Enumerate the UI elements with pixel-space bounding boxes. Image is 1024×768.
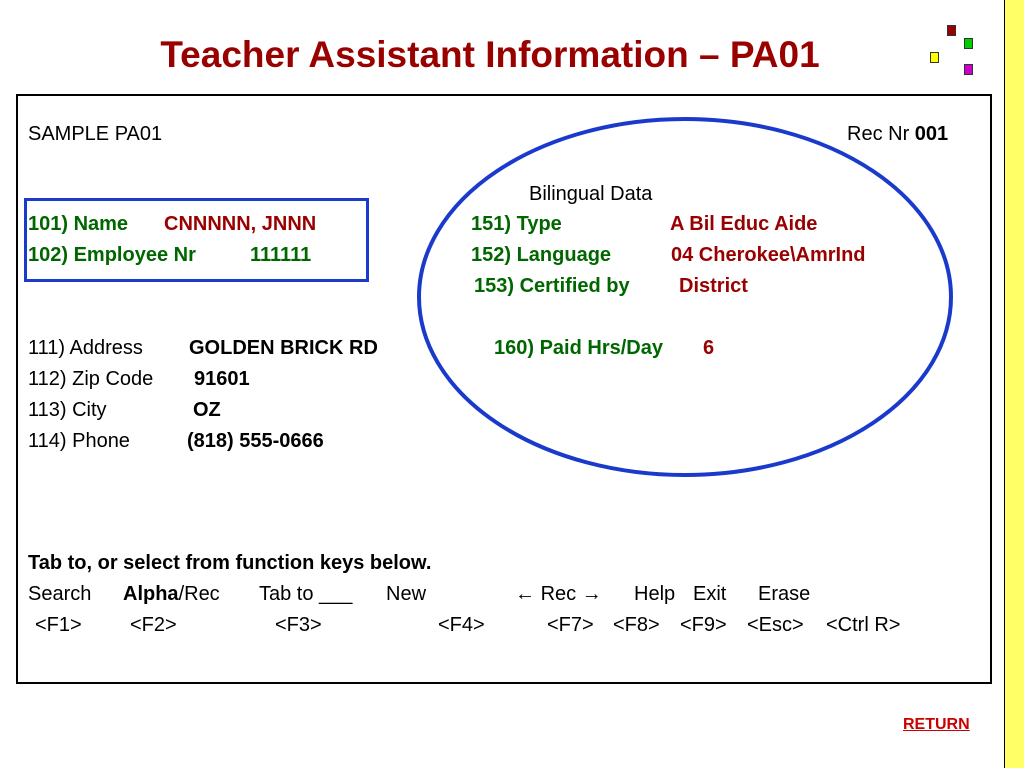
fn-erase[interactable]: Erase [758,583,811,605]
bilingual-highlight-ellipse [410,112,960,482]
city-label: 113) City [28,399,107,421]
return-link[interactable]: RETURN [903,716,970,733]
type-label: 151) Type [471,213,562,235]
certified-by-label: 153) Certified by [474,275,630,297]
fn-help[interactable]: Help [634,583,676,605]
deco-square-red [947,25,956,36]
key-esc[interactable]: <Esc> [747,614,804,636]
key-f1[interactable]: <F1> [35,614,82,636]
fn-rec-nav[interactable] [515,582,602,606]
instruction-text: Tab to, or select from function keys below. [28,552,432,574]
zip-code-label: 112) Zip Code [28,368,154,390]
key-ctrl-r[interactable]: <Ctrl R> [826,614,901,636]
fn-new[interactable]: New [386,583,427,605]
fn-alpha-rec[interactable] [123,582,220,606]
address-label: 111) Address [28,337,143,359]
language-value[interactable]: 04 Cherokee\AmrInd [671,244,866,266]
deco-square-green [964,38,973,49]
fn-rec-suffix: /Rec [178,583,220,605]
arrow-left-icon: ← [515,583,535,605]
zip-code-value[interactable]: 91601 [194,368,250,390]
certified-by-value[interactable]: District [679,275,748,297]
deco-square-magenta [964,64,973,75]
key-f2[interactable]: <F2> [130,614,177,636]
key-f9[interactable]: <F9> [680,614,727,636]
type-value[interactable]: A Bil Educ Aide [670,213,818,235]
address-value[interactable]: GOLDEN BRICK RD [189,337,378,359]
paid-hrs-value[interactable]: 6 [703,337,715,359]
key-f4[interactable]: <F4> [438,614,485,636]
fn-alpha: Alpha [123,583,179,605]
bilingual-heading: Bilingual Data [529,183,653,205]
side-bar [1004,0,1024,768]
fn-exit[interactable]: Exit [693,583,727,605]
name-highlight-box [24,198,369,282]
rec-nr-label: Rec Nr [847,123,910,145]
paid-hrs-label: 160) Paid Hrs/Day [494,337,663,359]
phone-value[interactable]: (818) 555-0666 [187,430,324,452]
employee-nr-label: 102) Employee Nr [28,244,196,266]
name-label: 101) Name [28,213,129,235]
rec-nr-value: 001 [914,123,949,145]
page-title: Teacher Assistant Information – PA01 [160,34,820,75]
key-f8[interactable]: <F8> [613,614,660,636]
sample-label: SAMPLE PA01 [28,123,163,145]
name-value[interactable]: CNNNNN, JNNN [164,213,317,235]
language-label: 152) Language [471,244,612,266]
deco-square-yellow [930,52,939,63]
key-f3[interactable]: <F3> [275,614,322,636]
phone-label: 114) Phone [28,430,130,452]
employee-nr-value[interactable]: 111111 [250,244,312,266]
city-value[interactable]: OZ [193,399,221,421]
arrow-right-icon: → [581,583,602,605]
fn-tab-to[interactable]: Tab to ___ [259,583,353,605]
fn-rec-nav-label: Rec [540,583,577,605]
key-f7[interactable]: <F7> [547,614,594,636]
fn-search[interactable]: Search [28,583,92,605]
